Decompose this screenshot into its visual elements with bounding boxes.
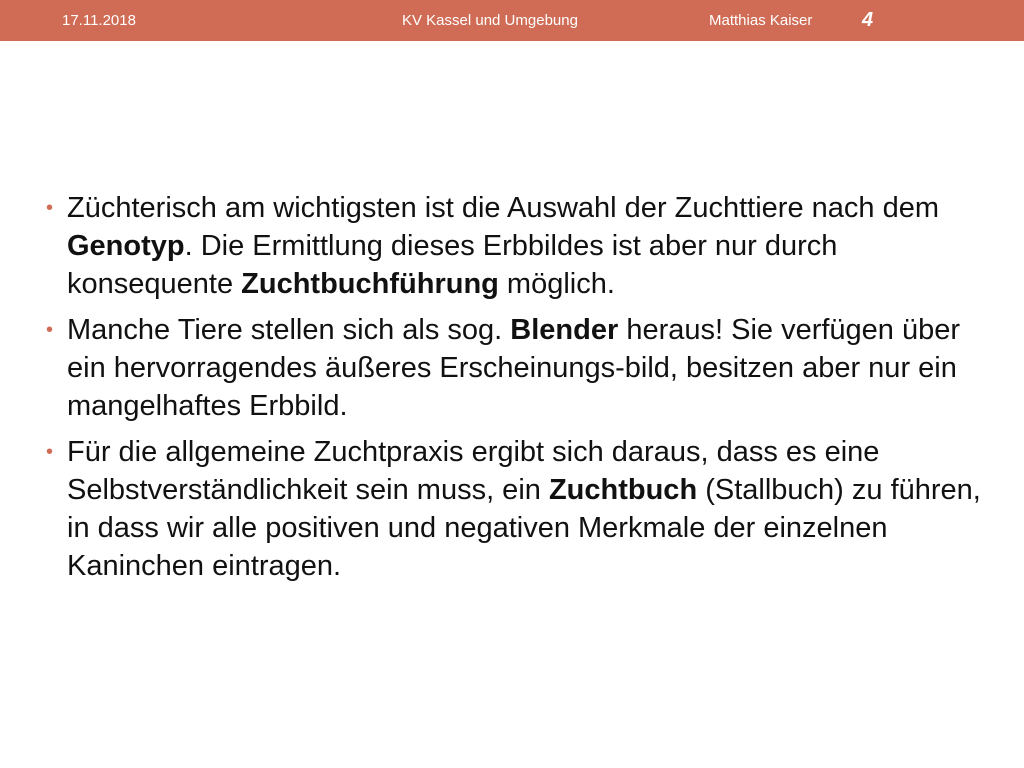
slide-date: 17.11.2018 <box>62 12 136 29</box>
bullet-text: (Stallbuch) zu führen, in dass wir alle positiven und negativen Merkmale der einzelnen Kaninchen eintragen. <box>67 474 981 582</box>
bullet-item <box>46 311 986 425</box>
bullet-dot-icon: • <box>46 441 54 463</box>
bullet-text: Züchterisch am wichtigsten ist die Auswahl der Zuchttiere nach dem <box>67 192 940 224</box>
bullet-text: heraus! Sie verfügen über ein hervorragendes äußeres Erscheinungs-bild, besitzen aber nur ein mangelhaftes Erbbild. <box>67 314 961 422</box>
bullet-dot-icon: • <box>46 197 54 219</box>
bullet-emphasis: Zuchtbuch <box>548 474 698 506</box>
bullet-emphasis: Zuchtbuchführung <box>241 268 499 300</box>
bullet-emphasis: Genotyp <box>67 230 185 262</box>
slide-footer-title: KV Kassel und Umgebung <box>402 12 578 29</box>
slide-content <box>46 189 986 593</box>
bullet-item <box>46 433 986 585</box>
bullet-emphasis: Blender <box>510 314 619 346</box>
slide-page-number: 4 <box>862 9 874 31</box>
bullet-text: möglich. <box>498 268 615 300</box>
bullet-text: Manche Tiere stellen sich als sog. <box>67 314 511 346</box>
bullet-text: Für die allgemeine Zuchtpraxis ergibt sich daraus, dass es eine Selbstverständlichkeit sein muss, ein <box>67 436 880 506</box>
header-bar <box>0 0 1024 41</box>
slide-author: Matthias Kaiser <box>709 12 813 29</box>
bullet-text: . Die Ermittlung dieses Erbbildes ist aber nur durch konsequente <box>67 230 838 300</box>
bullet-item <box>46 189 986 303</box>
bullet-dot-icon: • <box>46 319 54 341</box>
